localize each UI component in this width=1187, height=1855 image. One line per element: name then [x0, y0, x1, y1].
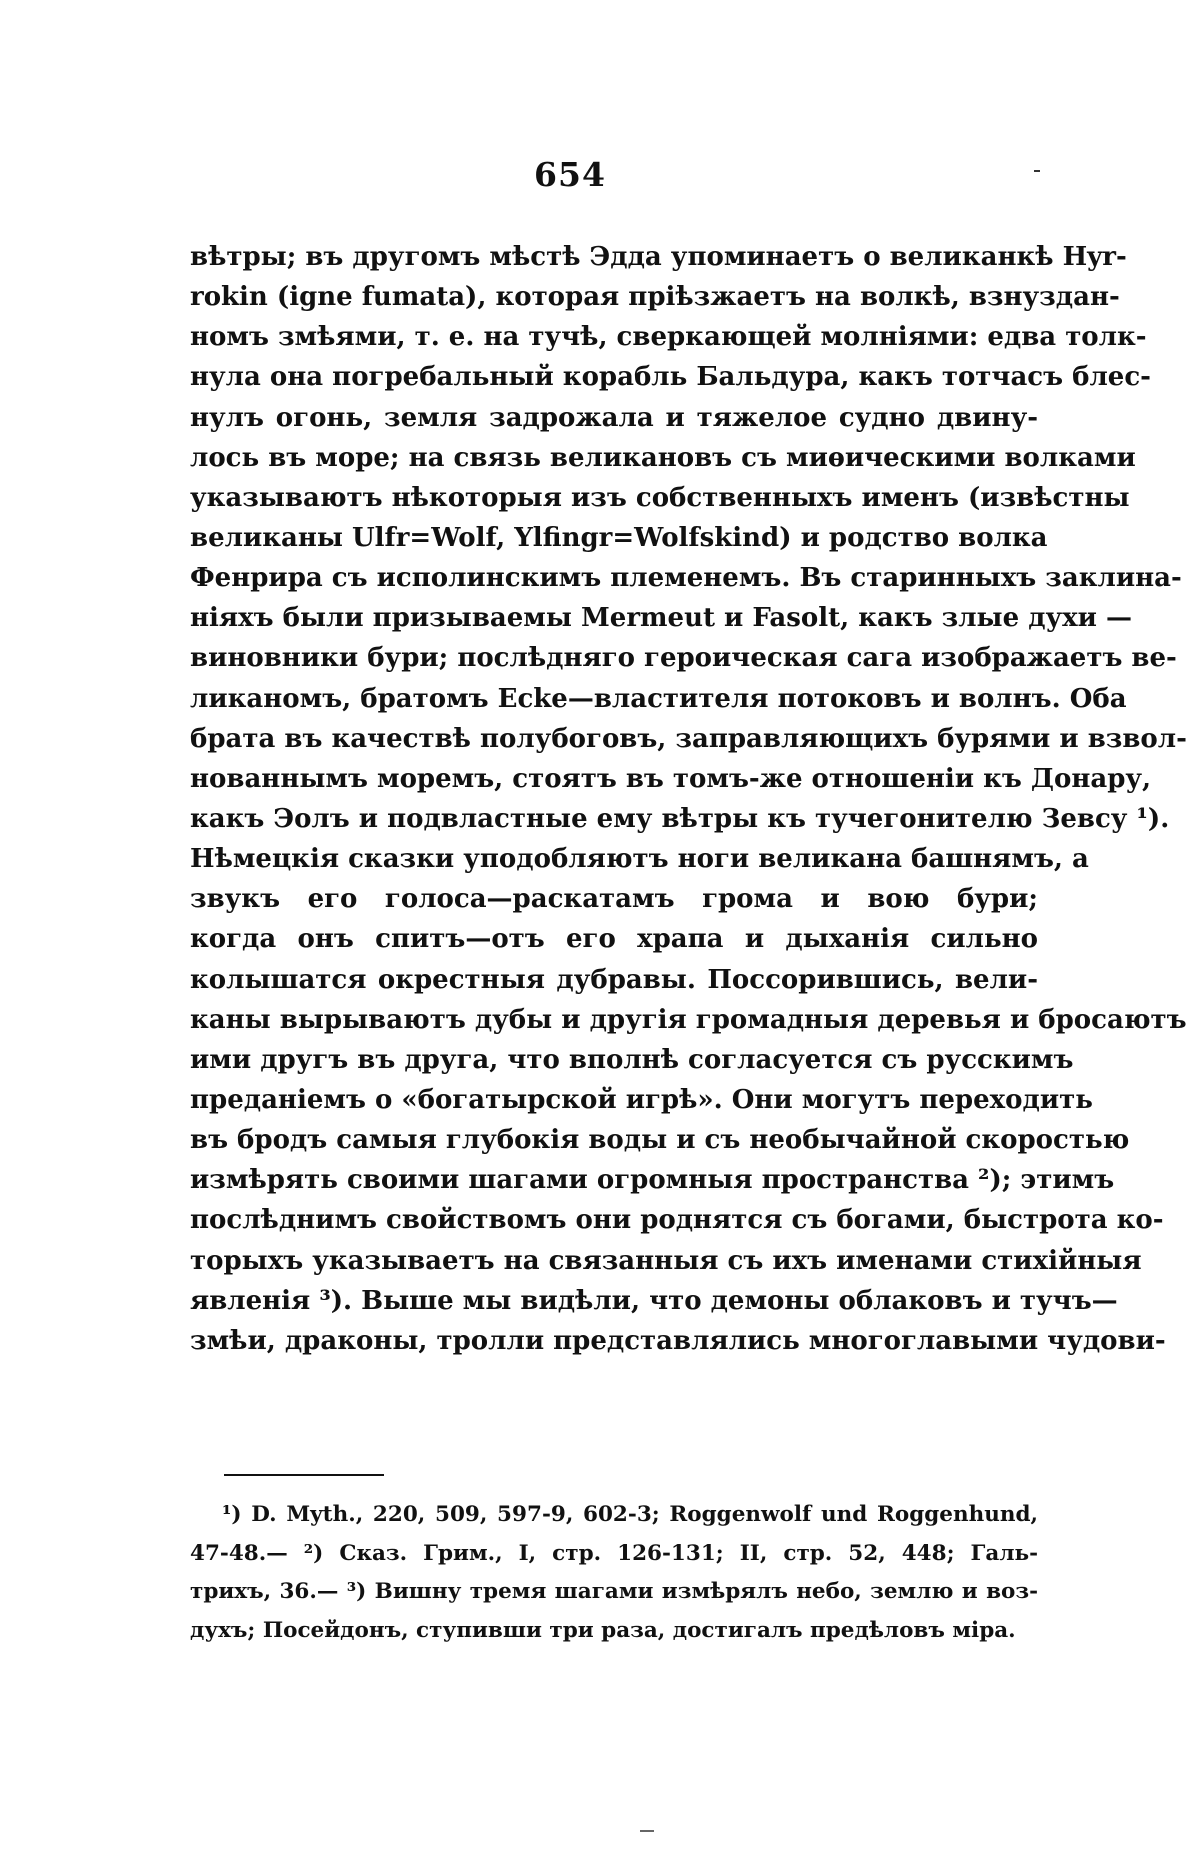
body-line: виновники бури; послѣдняго героическая сага изображаетъ ве- — [190, 643, 1177, 674]
body-line: Фенрира съ исполинскимъ племенемъ. Въ старинныхъ заклина- — [190, 563, 1182, 594]
body-line: торыхъ указываетъ на связанныя съ ихъ именами стихійныя — [190, 1245, 1142, 1276]
body-line: Нѣмецкія сказки уподобляютъ ноги великана башнямъ, а — [190, 844, 1089, 875]
body-line: ими другъ въ друга, что вполнѣ согласуется съ русскимъ — [190, 1044, 1074, 1075]
body-line: нованнымъ моремъ, стоятъ въ томъ-же отношеніи къ Донару, — [190, 763, 1152, 794]
body-line: явленія ³). Выше мы видѣли, что демоны облаковъ и тучъ— — [190, 1285, 1118, 1316]
body-line: когда онъ спитъ—отъ его храпа и дыханія сильно — [190, 924, 1038, 955]
footnote-line: 47-48.— ²) Сказ. Грим., I, стр. 126-131; II, стр. 52, 448; Галь- — [190, 1540, 1038, 1566]
body-line: какъ Эолъ и подвластные ему вѣтры къ тучегонителю Зевсу ¹). — [190, 803, 1170, 834]
footnote-line: духъ; Посейдонъ, ступивши три раза, достигалъ предѣловъ міра. — [190, 1617, 1016, 1643]
footnote-line: ¹) D. Myth., 220, 509, 597-9, 602-3; Roggenwolf und Roggenhund, — [222, 1502, 1038, 1527]
body-line: послѣднимъ свойствомъ они роднятся съ богами, быстрота ко- — [190, 1205, 1164, 1236]
body-line: номъ змѣями, т. е. на тучѣ, сверкающей молніями: едва толк- — [190, 322, 1147, 353]
body-text — [190, 237, 1187, 1361]
body-line: ніяхъ были призываемы Mermeut и Fasolt, какъ злые духи — — [190, 603, 1133, 634]
body-line: нула она погребальный корабль Бальдура, какъ тотчасъ блес- — [190, 362, 1151, 393]
print-mark — [640, 1830, 654, 1832]
body-line: ликаномъ, братомъ Ecke—властителя потоковъ и волнъ. Оба — [190, 683, 1127, 714]
body-line: каны вырываютъ дубы и другія громадныя деревья и бросаютъ — [190, 1004, 1187, 1035]
footnote-divider — [224, 1474, 384, 1476]
body-line: въ бродъ самыя глубокія воды и съ необычайной скоростью — [190, 1125, 1130, 1156]
footnote-line: трихъ, 36.— ³) Вишну тремя шагами измѣрялъ небо, землю и воз- — [190, 1579, 1038, 1604]
body-line: вѣтры; въ другомъ мѣстѣ Эдда упоминаетъ о великанкѣ Hyr- — [190, 242, 1127, 272]
body-line: колышатся окрестныя дубравы. Поссорившись, вели- — [190, 964, 1038, 995]
body-line: rokin (igne fumata), которая пріѣзжаетъ на волкѣ, взнуздан- — [190, 282, 1120, 313]
body-line: брата въ качествѣ полубоговъ, заправляющихъ бурями и взвол- — [190, 723, 1187, 754]
body-line: преданіемъ о «богатырской игрѣ». Они могутъ переходить — [190, 1084, 1093, 1115]
body-line: великаны Ulfr=Wolf, Ylfingr=Wolfskind) и родство волка — [190, 522, 1048, 553]
body-line: змѣи, драконы, тролли представлялись многоглавыми чудови- — [190, 1325, 1166, 1356]
body-line: измѣрять своими шагами огромныя пространства ²); этимъ — [190, 1165, 1115, 1196]
body-line: лось въ море; на связь великановъ съ миѳическими волками — [190, 442, 1136, 473]
body-line: нулъ огонь, земля задрожала и тяжелое судно двину- — [190, 402, 1038, 433]
body-line: звукъ его голоса—раскатамъ грома и вою бури; — [190, 884, 1038, 915]
page-number: 654 — [534, 155, 606, 194]
body-line: указываютъ нѣкоторыя изъ собственныхъ именъ (извѣстны — [190, 482, 1130, 513]
footnotes — [190, 1496, 1038, 1650]
